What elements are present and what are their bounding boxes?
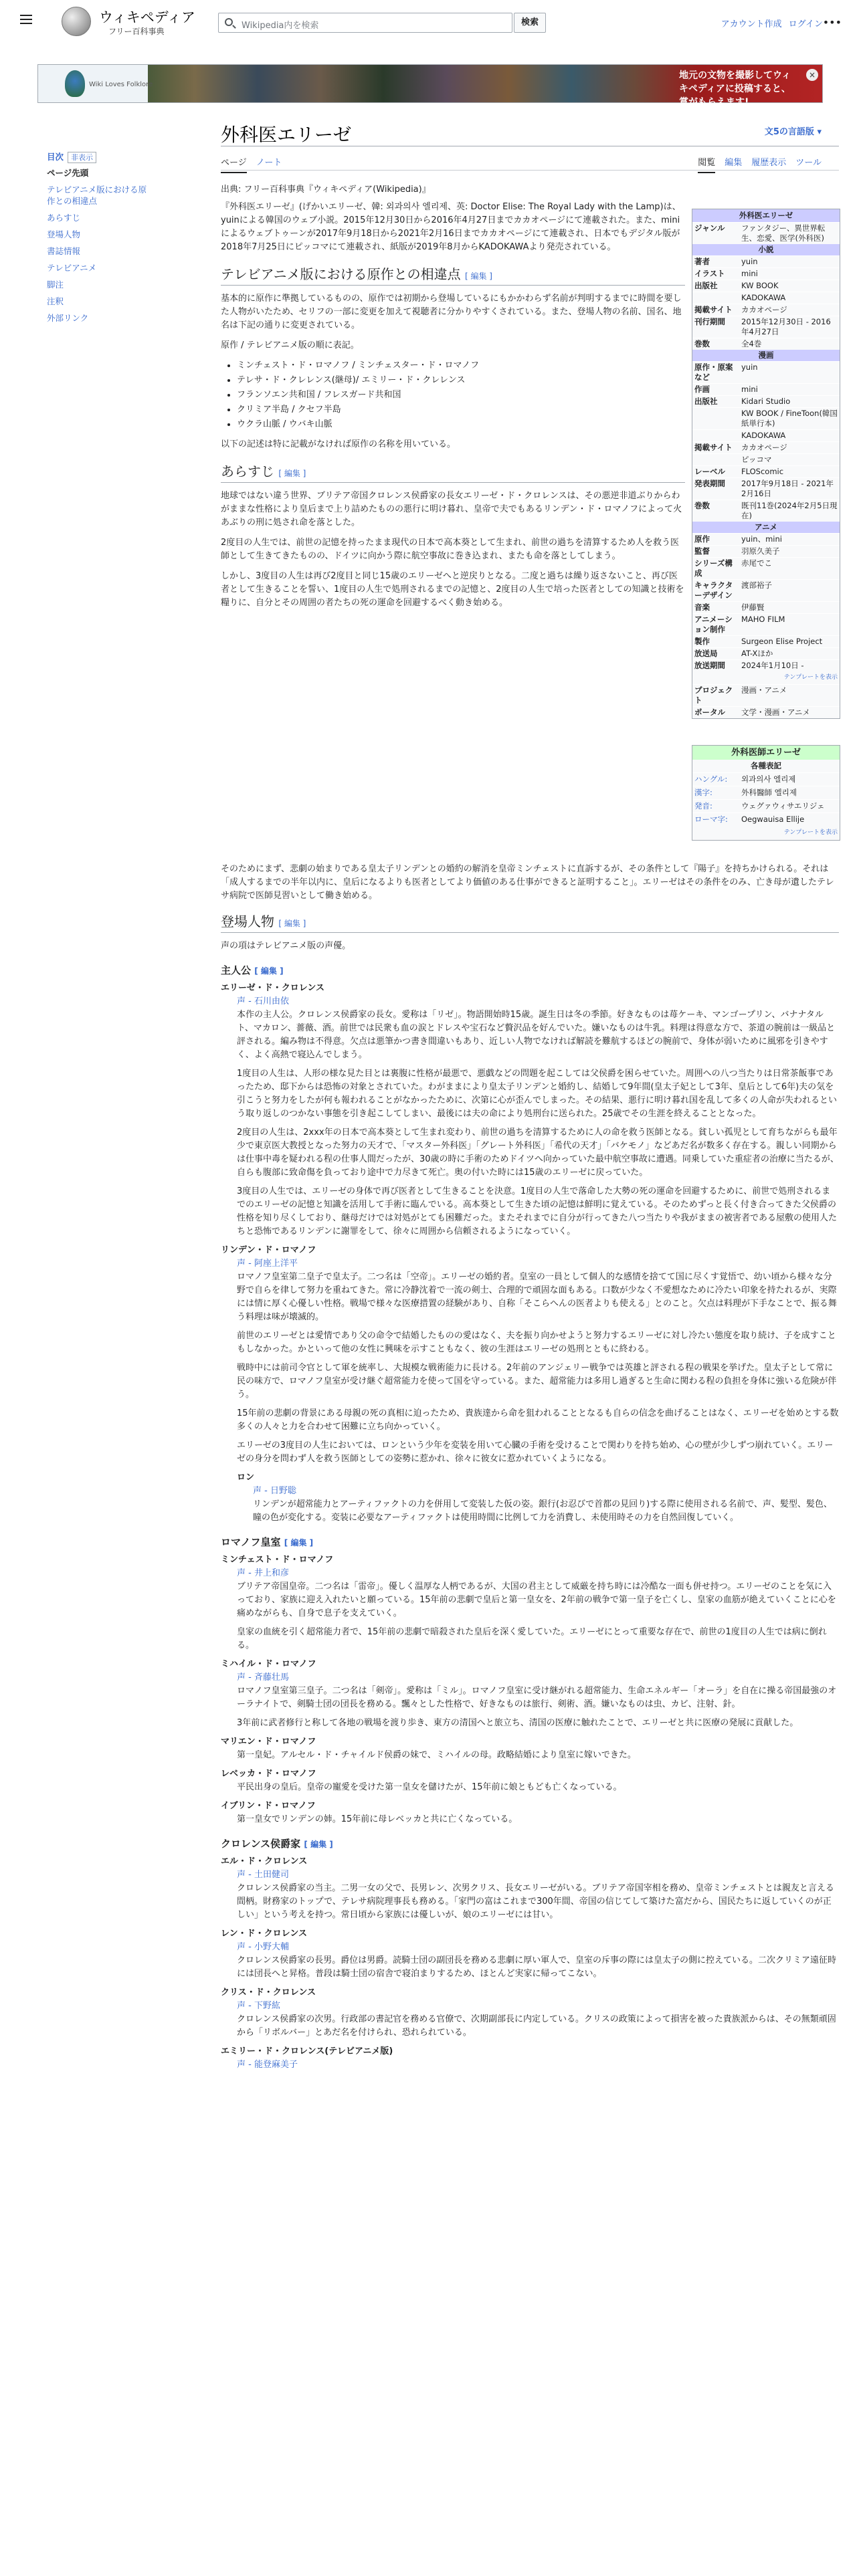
create-account-link[interactable]: アカウント作成 [721,19,782,29]
infobox-key: 掲載サイト [694,305,733,314]
infobox-value: Kidari Studio [741,397,791,406]
rename-list [237,359,685,431]
infobox-value: KADOKAWA [741,431,786,440]
infobox-row [692,500,840,522]
character-entry [237,2000,839,2040]
paragraph: 15年前の悲劇の背景にある母親の死の真相に迫ったため、貴族達から命を狙われることとなるも自らの信念を曲げることはなく、エリーゼを始めとする数多くの人々と力を合わせて困難に立ち向かっていく。 [237,1408,839,1432]
paragraph: 声の項はテレビアニメ版の声優。 [221,941,351,951]
paragraph: 平民出身の皇后。皇帝の寵愛を受けた第一皇女を儲けたが、15年前に娘ともども亡くなっている。 [237,1782,622,1792]
infobox-key [692,408,739,429]
character-entry [237,1781,839,1794]
infobox-key: 音楽 [694,603,710,612]
infobox-row [692,280,840,292]
toc-hide-button[interactable]: 非表示 [68,152,96,163]
infobox-row [692,395,840,407]
infobox-row [692,813,840,826]
paragraph: 皇家の血統を引く超常能力者で、15年前の悲劇で暗殺された皇后を深く愛していた。エリーゼにとって重要な存在で、前世の1度目の人生では病に倒れる。 [237,1627,827,1650]
paragraph: 3度目の人生では、エリーゼの身体で再び医者として生きることを決意。1度目の人生で落命した大勢の死の運命を回避するために、前世で処刑されるまでのエリーゼの記憶と知識を活用して手術に臨んでいる。高本葵として生きた頃の記憶は鮮明に覚えている。そのためずっと長く付き合ってきた父侯爵の性格を知り尽くしており、継母だけでは対処がとても困難だった。またそれまでに自分が行ってきた八つ当たりや我がままの被害者である屋敷の使用人たちと恐怖であるリンデンに謝罪をして、徐々に周囲から信頼されるようになっていく。 [237,1186,838,1237]
user-links [714,17,823,29]
infobox-key: ハングル: [694,774,728,784]
infobox-row [692,613,840,635]
page-title: 外科医エリーゼ [221,124,352,146]
character-entry [237,1941,839,1981]
infobox-key: 出版社 [694,281,718,290]
edit-link[interactable]: [ 編集 ] [304,1840,333,1849]
tab-page[interactable]: ページ [221,158,247,173]
infobox-key: プロジェクト [694,685,733,705]
toc-item[interactable]: 書誌情報 [47,246,81,256]
paragraph: 原作 / テレビアニメ版の順に表記。 [221,340,359,350]
edit-link[interactable]: [ 編集 ] [278,919,306,928]
tab-tools[interactable]: ツール [795,158,822,168]
section-heading-characters: 登場人物 [ 編集 ] [221,915,839,933]
infobox-row [692,453,840,465]
infobox-value: MAHO FILM [741,615,785,624]
article-lower [221,863,839,2072]
subsection-heading-protagonist: 主人公 [ 編集 ] [221,964,284,976]
infobox-value: カカオページ [741,443,787,452]
infobox-key: キャラクターデザイン [694,580,733,600]
infobox-key [692,430,739,441]
language-button[interactable]: 文5の言語版 ▾ [764,127,822,137]
paragraph: 第一皇女でリンデンの姉。15年前に母レベッカと共に亡くなっている。 [237,1814,518,1824]
voice-actor[interactable]: 声 - 井上和彦 [237,1568,289,1578]
infobox-key: 巻数 [694,501,710,510]
infobox-value: 渡部裕子 [741,580,772,590]
character-entry [237,1749,839,1762]
infobox-title: 外科医エリーゼ [692,209,840,222]
character-entry [237,1567,839,1652]
search-input[interactable] [218,13,512,33]
infobox-key: 漢字: [694,788,712,797]
infobox-key [692,292,739,304]
list-item: • テレサ・ド・クレレンス(継母)/ エミリー・ド・クレレンス [237,374,685,387]
name-infobox [692,745,840,841]
infobox-row [692,659,840,671]
voice-actor[interactable]: 声 - 阿座上洋平 [237,1259,298,1269]
infobox-row [692,407,840,429]
character-entry [237,2058,839,2072]
infobox-row [692,222,840,244]
infobox-row [692,267,840,280]
paragraph: 1度目の人生は、人形の様な見た目とは裏腹に性格が最悪で、悪戯などの問題を起こしては父侯爵を困らせていた。周囲への八つ当たりは日常茶飯事であったため、邸下からは恐怖の対象とされていた。わがままにより皇太子リンデンと婚約し、結婚して9年間(皇太子妃として3年、皇后として6年)夫の気を引こうと努力をしたが何も報われることがなかったために、次第に心が歪んでしまった。その結果、悪行に明け暮れ国を乱して多くの人命が失われるという取り返しのつかない事態を引き起こしてしまい、最後には夫の命により処刑台に送られた。25歳でその生涯を終えることとなった。 [237,1069,838,1119]
infobox-value: 文学・漫画・アニメ [741,708,810,717]
paragraph: ロマノフ皇室第三皇子。二つ名は「剣帝」。愛称は「ミル」。ロマノフ皇室に受け継がれる超常能力、生命エネルギー「オーラ」を自在に操る帝国最強のオーラナイトで、剣騎士団の団長を務める。飄々とした性格で、好きなものは旅行、剣術、酒。嫌いなものは虫、カビ、注射、針。 [237,1686,837,1709]
infobox-value: 2024年1月10日 - [741,661,804,670]
infobox-row [692,601,840,613]
tab-history[interactable]: 履歴表示 [751,158,787,168]
infobox-row [692,786,840,799]
paragraph: 本作の主人公。クロレンス侯爵家の長女。愛称は「リゼ」。物語開始時15歳。誕生日は冬の季節。好きなものは苺ケーキ、マンゴープリン、バナナタルト、マカロン、薔薇、酒。前世では民衆も血の涙とドレスや宝石など贅沢品を好んでいた。嫌いなものは牛乳。料理は得意な方で、茶道の腕前は一級品と評される。編み物は不得意。欠点は悪筆かつ書き間違いもあり、近しい人物でなければ解読を難航するほどの腕前で、身体が弱いために風邪を引きやすく、よく高熱で寝込んでしまう。 [237,1010,836,1060]
infobox-key: 原作 [694,534,710,544]
character-name: ミンチェスト・ド・ロマノフ [221,1555,334,1565]
character-name: ロン [237,1473,255,1483]
infobox-row [692,316,840,338]
infobox-key: 製作 [694,637,710,646]
infobox-row [692,292,840,304]
source-line: 出典: フリー百科事典『ウィキペディア(Wikipedia)』 [221,185,431,195]
infobox-row [692,647,840,659]
infobox-value: 赤尾でこ [741,558,772,568]
infobox-value: 2015年12月30日 - 2016年4月27日 [741,317,831,336]
character-entry [237,1671,839,1730]
toc-item[interactable]: テレビアニメ版における原作との相違点 [47,185,147,206]
paragraph: クロレンス侯爵家の当主。二男一女の父で、長男レン、次男クリス、長女エリーゼがいる。ブリテア帝国宰相を務め、皇帝ミンチェストとは親友と言える間柄。財務家のトップで、テレサ病院理事長も務める。「家門の富はこれまで300年間、帝国の信じてして築けた富だから、国民たちに返していくのが正しい」という考えを持つ。常日頃から家族には優しいが、娘のエリーゼには甘い。 [237,1883,834,1920]
paragraph: 戦時中には前司令官として軍を統率し、大規模な戦術能力に長ける。2年前のアンジェリー戦争では英雄と評される程の戦果を挙げた。皇太子として常に民の味方で、ロマノフ皇室が受け継ぐ超常能力を使って国を守っている。また、超常能力は多用し過ぎると生命に関わる程の負担を身体に強いる危険が伴う。 [237,1363,837,1400]
infobox-row [692,557,840,579]
infobox-key: 刊行期間 [694,317,725,326]
character-name: イブリン・ド・ロマノフ [221,1801,316,1811]
more-options-icon[interactable]: ••• [822,16,842,29]
infobox-row [692,684,840,706]
search-button[interactable]: 検索 [514,13,546,33]
paragraph: クロレンス侯爵家の次男。行政部の書記官を務める官僚で、次期副部長に内定している。クリスの政策によって損害を被った貴族派からは、その無類頑固から「リボルバー」とあだ名を付けられ、恐れられている。 [237,2014,836,2038]
character-name: エル・ド・クロレンス [221,1856,308,1866]
tabs-divider [221,170,839,171]
paragraph: 基本的に原作に準拠しているものの、原作では初期から登場しているにもかかわらず名前が判明するまでに時間を要した人物がいたため、セリフの一部に変更を加えて視聴者に分かりやすくされている。また、登場人物の名前、国名、地名は下記の通りに変更されている。 [221,294,682,330]
intro-paragraph: 『外科医エリーゼ』(げかいエリーゼ、韓: 외과의사 엘리제、英: Doctor Elise: The Royal Lady with the Lamp)は、yuinによる韓国のウェブ小説。2015年12月30日から2016年4月27日までカカオページにて連載された。また、miniによるウェブトゥーンが2017年9月18日から2021年2月16日までカカオページにて連載され、日本でもデジタル版が2018年7月25日にピッコマにて連載され、紙版が2019年8月からKADOKAWAより発売されている。 [221,202,681,252]
paragraph: リンデンが超常能力とアーティファクトの力を併用して変装した仮の姿。銀行(お忍びで首都の見回り)する際に使用される名前で、声、髪型、髪色、瞳の色が変化する。変装に必要なアーティファクトは使用時間に比例して力を消費し、未使用時その力を自然回復していく。 [253,1499,832,1523]
infobox-value: AT-Xほか [741,649,773,658]
section-heading-plot: あらすじ [ 編集 ] [221,465,685,483]
infobox-value: ファンタジー、異世界転生、恋愛、医学(外科医) [741,223,826,243]
character-name: リンデン・ド・ロマノフ [221,1245,316,1255]
infobox-key: イラスト [694,269,725,278]
voice-actor[interactable]: 声 - 石川由依 [237,996,289,1006]
paragraph: そのためにまず、悲劇の始まりである皇太子リンデンとの婚約の解消を皇帝ミンチェストに直訴するが、その条件として『陽子』を持ちかけられる。それは「成人するまでの半年以内に、皇后になるよりも医者としてより価値のある仕事ができると証明すること」。エリーゼはその条件をのみ、亡き母が遺したテレサ病院で医師見習いとして働き始める。 [221,864,834,901]
infobox-key: ポータル [694,708,725,717]
voice-actor[interactable]: 声 - 斉藤壮馬 [237,1673,289,1683]
infobox-title: 外科医師エリーゼ [692,746,840,760]
infobox-value: mini [741,385,758,394]
infobox-key [692,454,739,465]
infobox-key: シリーズ構成 [694,558,733,578]
infobox-key: 掲載サイト [694,443,733,452]
search-placeholder: Wikipedia内を検索 [242,21,319,31]
paragraph: しかし、3度目の人生は再び2度目と同じ15歳のエリーゼへと逆戻りとなる。二度と過ちは繰り返さないこと、再び医者として生きることを誓い、1度目の人生で処刑されるまでの記憶と、2度目の人生で培った医者としての知識と技術を糧りに、自分とその周囲の者たちの死の運命を回避するべく動き始める。 [221,571,684,608]
infobox-value: 全4巻 [741,339,762,348]
toc-item[interactable]: あらすじ [47,213,81,223]
infobox-value: KW BOOK / FineToon(韓国紙単行本) [741,409,838,428]
banner-logo-label: Wiki Loves Folklore [89,81,153,88]
infobox-value: Surgeon Elise Project [741,637,823,646]
infobox-value: 羽原久美子 [741,546,780,556]
view-tabs [688,155,822,168]
toc-item[interactable]: 脚注 [47,280,64,290]
infobox-value: 伊藤賢 [741,603,765,612]
infobox-row [692,533,840,545]
character-name: レベッカ・ド・ロマノフ [221,1769,316,1779]
infobox-row [692,304,840,316]
voice-actor[interactable]: 声 - 土田健司 [237,1870,289,1880]
logo-title[interactable]: ウィキペディア [99,9,196,25]
infobox-key: ローマ字: [694,815,728,824]
infobox-row [692,361,840,383]
character-entry [253,1485,839,1525]
edit-link[interactable]: [ 編集 ] [254,966,284,976]
voice-actor[interactable]: 声 - 下野紘 [237,2001,280,2011]
toc-item[interactable]: 外部リンク [47,313,89,323]
infobox-key: アニメーション制作 [694,615,733,634]
infobox-section: 漫画 [692,350,840,361]
toc-item[interactable]: 登場人物 [47,229,81,239]
namespace-tabs [221,155,291,168]
table-of-contents [47,151,154,329]
infobox-key: ジャンル [694,223,725,233]
character-name: クリス・ド・クロレンス [221,1988,316,1998]
character-name: レン・ド・クロレンス [221,1929,307,1939]
infobox-value: 外科醫師 엘리제 [741,788,797,797]
list-item: • フランソエン共和国 / フレスガード共和国 [237,389,685,402]
character-name: ミハイル・ド・ロマノフ [221,1659,316,1669]
main-menu-icon[interactable] [20,15,32,24]
subsection-heading-clorence: クロレンス侯爵家 [ 編集 ] [221,1838,333,1850]
paragraph: 以下の記述は特に記載がなければ原作の名称を用いている。 [221,439,456,449]
infobox-subtitle: 各種表記 [751,761,781,770]
infobox-value: KADOKAWA [741,293,786,302]
voice-actor[interactable]: 声 - 日野聡 [253,1486,296,1496]
infobox-section: アニメ [692,522,840,533]
infobox-section: 小説 [692,244,840,255]
wikipedia-globe-icon[interactable] [62,7,91,36]
paragraph: 第一皇妃。アルセル・ド・チャイルド侯爵の妹で、ミハイルの母。政略結婚により皇室に嫁いできた。 [237,1750,636,1760]
toc-item[interactable]: 注釈 [47,296,64,306]
infobox-key: 発表期間 [694,479,725,488]
infobox-key: 作画 [694,385,710,394]
voice-actor[interactable]: 声 - 能登麻美子 [237,2060,298,2070]
campaign-banner[interactable] [37,64,823,108]
paragraph: クロレンス侯爵家の長男。爵位は男爵。読騎士団の副団長を務める悲劇に厚い軍人で、皇室の斥事の際には皇太子の側に控えている。二次クリミア遠征時には団長へと昇格。普段は騎士団の宿舎で寝泊まりするため、ほとんど実家に帰ってこない。 [237,1955,837,1979]
list-item: • ミンチェスト・ド・ロマノフ / ミンチェスター・ド・ロマノフ [237,359,685,372]
edit-link[interactable]: [ 編集 ] [284,1538,314,1547]
infobox-row [692,706,840,718]
close-icon[interactable]: × [806,69,818,81]
infobox-key: 監督 [694,546,710,556]
infobox-value: KW BOOK [741,281,779,290]
infobox-row [692,383,840,395]
infobox-value: 2017年9月18日 - 2021年2月16日 [741,479,834,498]
infobox-row [692,545,840,557]
paragraph: ロマノフ皇室第二皇子で皇太子。二つ名は「空帝」。エリーゼの婚約者。皇室の一員として個人的な感情を捨てて国に尽くす覚悟で、幼い頃から様々な分野で自らを律して努力を重ねてきた。常に冷静沈着で一流の剣士、合理的で頑固な面もある。口数が少なく不愛想なために冷たい印象を持たれるが、実際には情に厚く心優しい性格。戦場で様々な医療措置の経験があり、自称「そこらへんの医者よりも使える」とのこと。欠点は料理が下手なことで、振る舞う料理は味が壊滅的。 [237,1272,837,1322]
infobox-value: 외과의사 엘리제 [741,774,796,784]
infobox-row [692,635,840,647]
character-name: エリーゼ・ド・クロレンス [221,983,325,993]
paragraph: エリーゼの3度目の人生においては、ロンという少年を変装を用いて心臓の手術を受けることで関わりを持ち始め、心の壁が少しずつ崩れていく。エリーゼの身分を問わず人を救う医師としての姿勢に惹かれ、徐々に彼女に惹かれていくようになる。 [237,1440,834,1464]
infobox-row [692,429,840,441]
template-link[interactable]: テンプレートを表示 [783,829,838,836]
infobox-row [692,772,840,786]
section-heading-diff: テレビアニメ版における原作との相違点 [ 編集 ] [221,267,685,286]
edit-link[interactable]: [ 編集 ] [464,272,492,281]
list-item: • クリミア半島 / クセフ半島 [237,403,685,417]
infobox-key: 著者 [694,257,710,266]
paragraph: 3年前に武者修行と称して各地の戦場を渡り歩き、東方の清国へと旅立ち、清国の医療に触れたことで、エリーゼと共に医療の発展に貢献した。 [237,1718,799,1728]
voice-actor[interactable]: 声 - 小野大輔 [237,1942,289,1952]
character-entry [237,1868,839,1922]
infobox-value: 既刊11巻(2024年2月5日現在) [741,501,838,520]
paragraph: 地球ではない違う世界、ブリテア帝国クロレンス侯爵家の長女エリーゼ・ド・クロレンスは、その悪逆非道ぶりからわがままな性格により皇后まで上り詰めたものの悪行に明け暮れ、皇帝で夫でもあるリンデン・ド・ロマノフによって火あぶりの刑に処され命を落とした。 [221,491,682,528]
infobox-row [692,477,840,500]
infobox-key: 発音: [694,801,712,811]
logo-subtitle: フリー百科事典 [108,27,165,36]
infobox-value: FLOScomic [741,467,784,476]
infobox-key: レーベル [694,467,725,476]
character-entry [237,1257,839,1525]
infobox-row [692,441,840,453]
list-item: • ウクラ山脈 / ウバキ山脈 [237,418,685,431]
infobox-value: yuin [741,257,758,266]
paragraph: 2度目の人生は、2xxx年の日本で高本葵として生まれ変わり、前世の過ちを清算するために人の命を救う医師となる。貧しい孤児として育ちながらも最年少で東京医大教授となった努力の天才で、「マスター外科医」「グレート外科医」「希代の天才」「バケモノ」などあだ名が数多く存在する。親しい同期からは仕事中毒を疑われる程の仕事人間だったが、30歳の時に手術のためドイツへ向かっていた最中航空事故に遭遇。同乗していた重症者の治療に当たるが、自らも腹部に致命傷を負っており途中で力尽きて死亡。奥の付いた時には15歳のエリーゼに戻っていた。 [237,1128,839,1178]
tab-edit[interactable]: 編集 [725,158,743,168]
toc-item[interactable]: テレビアニメ [47,263,97,273]
article-upper [221,201,685,617]
infobox-row [692,799,840,813]
login-link[interactable]: ログイン [788,19,823,29]
template-link[interactable]: テンプレートを表示 [783,674,838,681]
infobox-value: mini [741,269,758,278]
tab-read[interactable]: 閲覧 [698,158,715,173]
infobox-value: ウェグァウィサエリジェ [741,801,825,811]
infobox-row [692,465,840,477]
infobox [692,209,840,719]
paragraph: 前世のエリーゼとは愛情であり父の命令で結婚したものの愛はなく、夫を振り向かせようと努力するエリーゼに対し冷たい態度を取り続け、子を成すこともしなかった。かといって他の女性に興味を示すこともなく、彼の生涯はエリーゼの処刑とともに終わる。 [237,1331,836,1354]
folklore-logo-icon [65,70,85,97]
toc-item[interactable]: ページ先頭 [47,168,89,178]
infobox-row [692,255,840,267]
site-header [0,0,859,44]
infobox-row [692,338,840,350]
infobox-key: 放送期間 [694,661,725,670]
infobox-key: 原作・原案など [694,362,733,382]
banner-text: 地元の文物を撮影してウィキペディアに投稿すると、賞がもらえます! [679,70,791,108]
edit-link[interactable]: [ 編集 ] [278,469,306,478]
infobox-value: yuin、mini [741,534,782,544]
infobox-value: 漫画・アニメ [741,685,787,695]
subsection-heading-royal: ロマノフ皇室 [ 編集 ] [221,1536,314,1548]
search-icon [225,18,233,26]
infobox-value: Oegwauisa Ellije [741,815,805,824]
character-entry [237,995,839,1239]
character-entry [237,1813,839,1826]
infobox-value: yuin [741,362,758,372]
paragraph: ブリテア帝国皇帝。二つ名は「雷帝」。優しく温厚な人柄であるが、大国の君主として威厳を持ち時には冷酷な一面も併せ持つ。エリーゼのことを気に入っており、家族に迎え入れたいと願っている。15年前の悲劇で皇后と第一皇女を、2年前の戦争で第一皇子を亡くし、皇家の血筋が絶えていくことに心を痛めながらも、自身で息子を支えていく。 [237,1582,836,1618]
infobox-value: カカオページ [741,305,787,314]
infobox-row [692,579,840,601]
toc-title: 目次 非表示 [47,151,154,163]
infobox-key: 出版社 [694,397,718,406]
character-name: マリエン・ド・ロマノフ [221,1737,316,1747]
character-name: エミリー・ド・クロレンス(テレビアニメ版) [221,2046,393,2056]
infobox-key: 巻数 [694,339,710,348]
tab-talk[interactable]: ノート [256,158,282,168]
paragraph: 2度目の人生では、前世の記憶を持ったまま現代の日本で高本葵として生まれ、前世の過ちを清算するため人を救う医師として生きてきたものの、ドイツに向かう際に航空事故に巻き込まれ、またも命を落としてしまう。 [221,538,680,561]
infobox-value: ピッコマ [741,455,772,464]
infobox-key: 放送局 [694,649,718,658]
